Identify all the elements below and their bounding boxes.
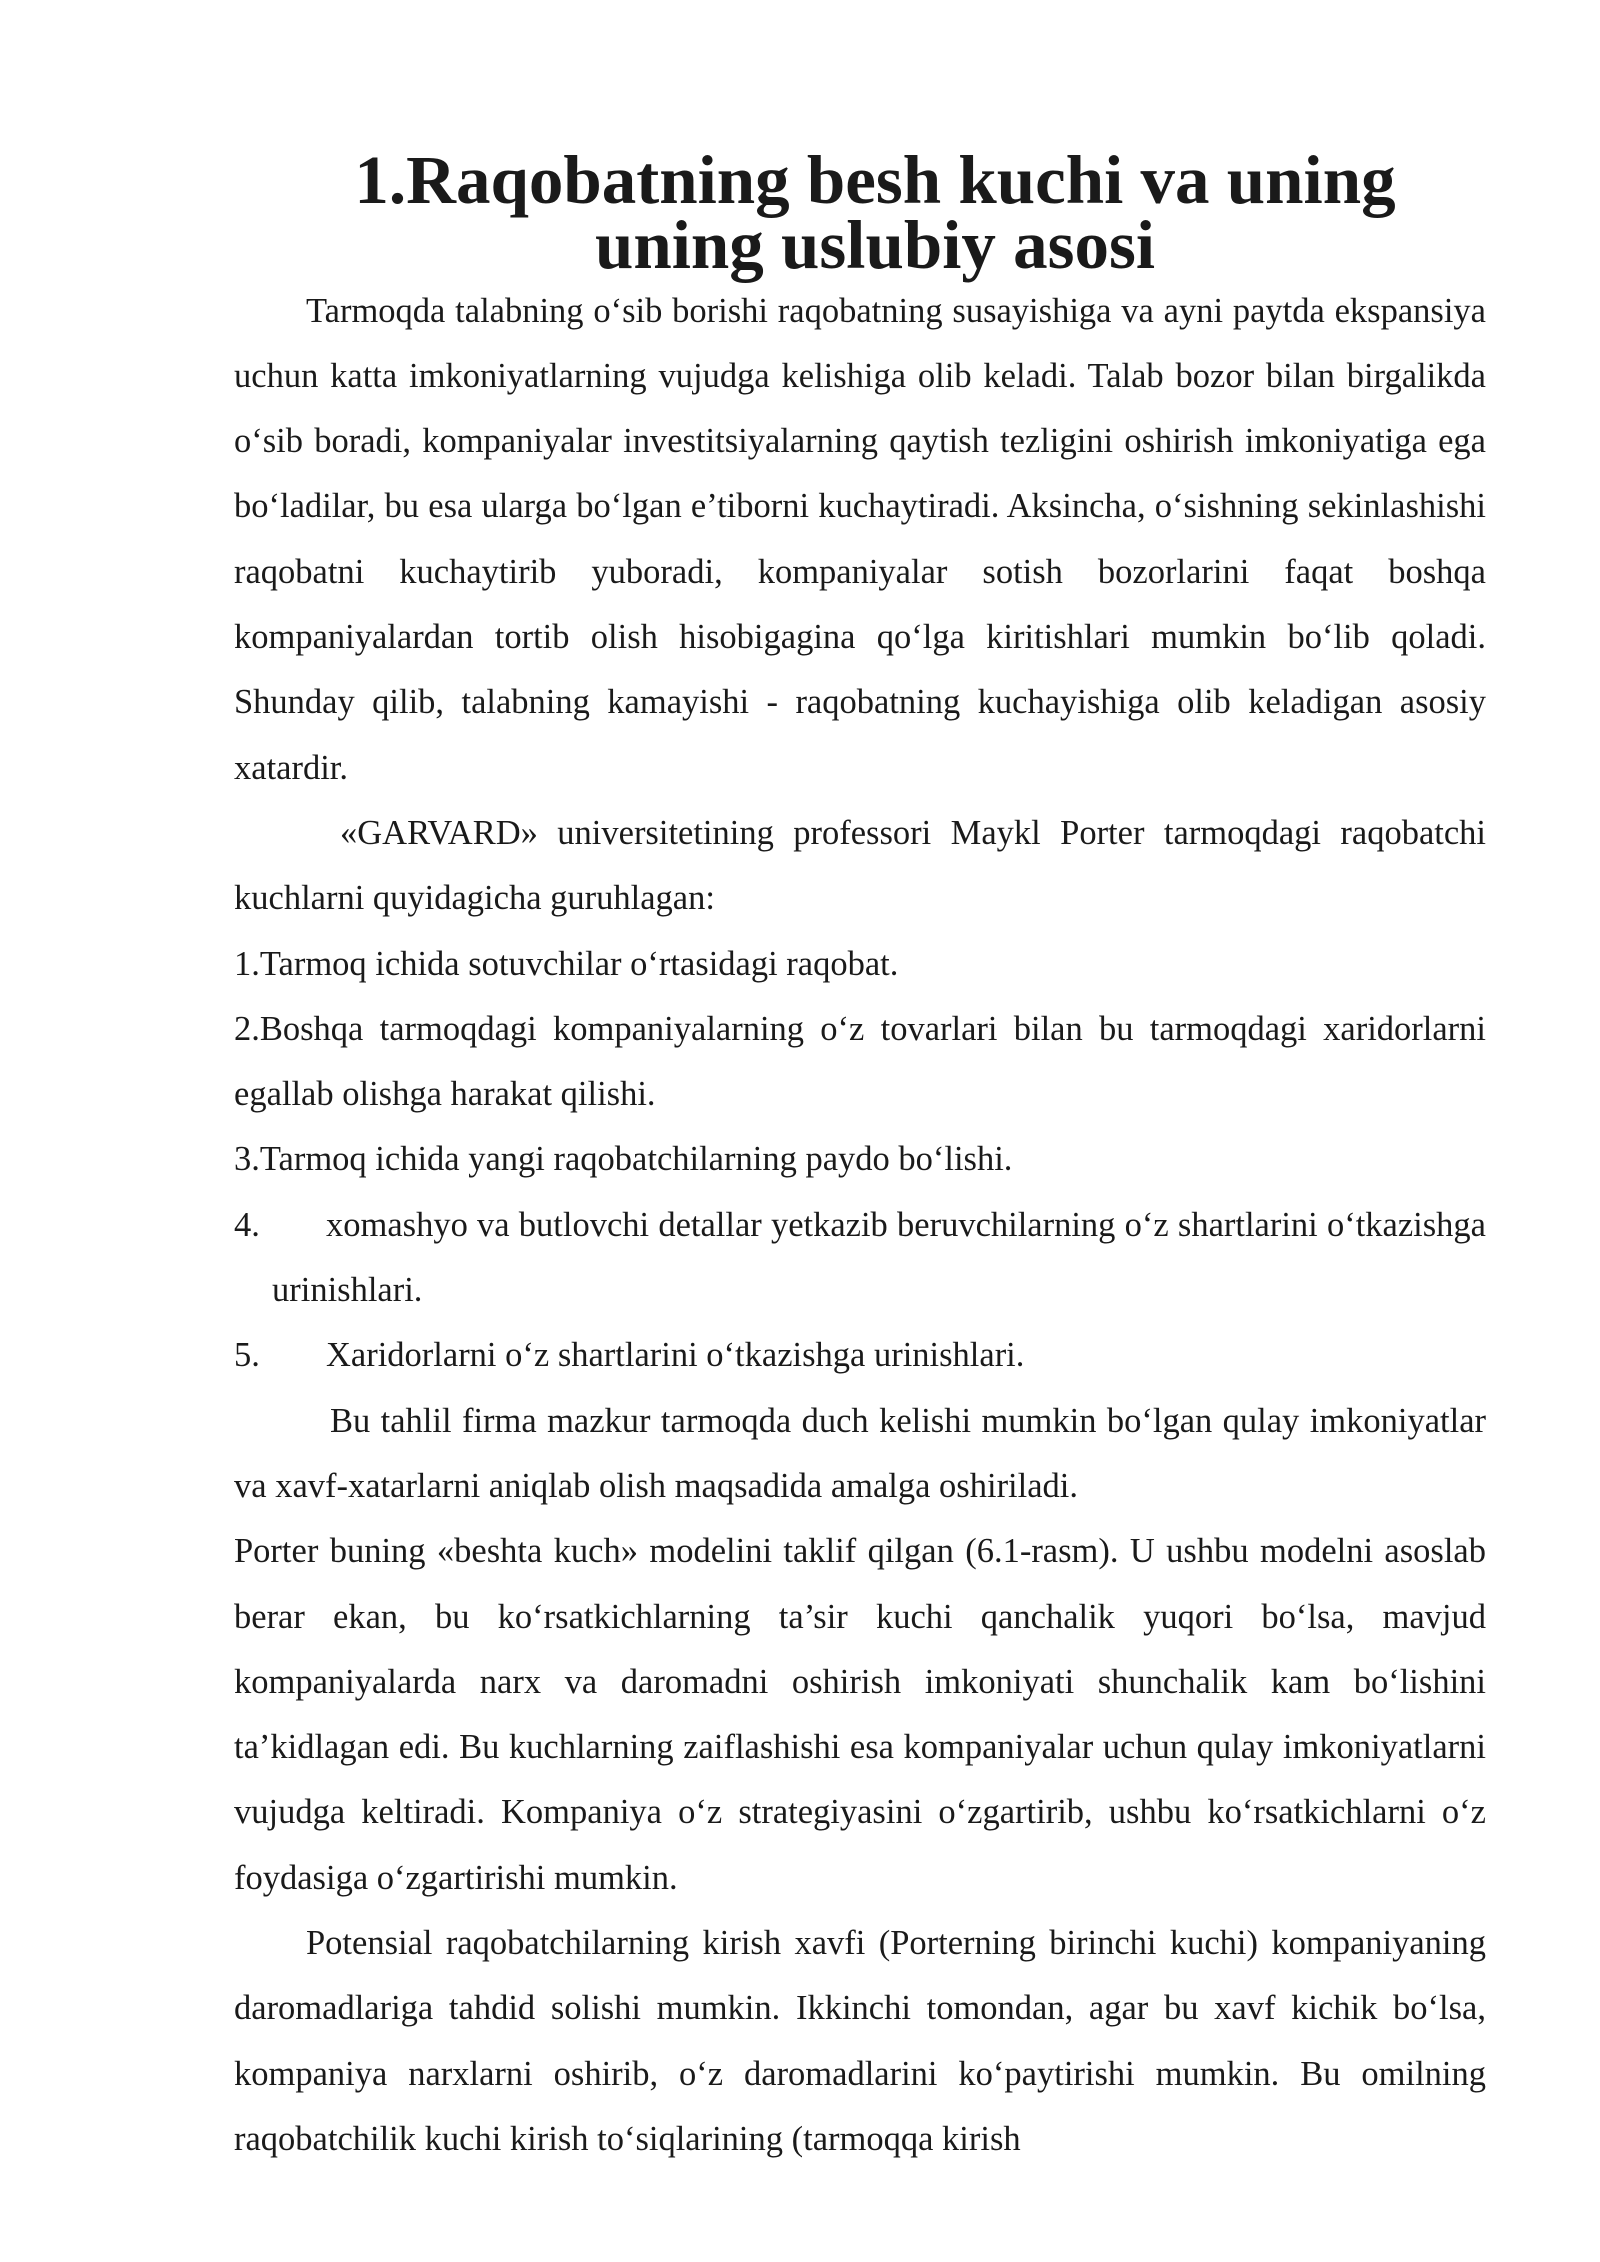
list-item-1: 1.Tarmoq ichida sotuvchilar o‘rtasidagi raqobat. (234, 944, 899, 983)
list-item-3: 3.Tarmoq ichida yangi raqobatchilarning paydo bo‘lishi. (234, 1140, 1013, 1179)
paragraph-five-forces-model: Porter buning «beshta kuch» modelini taklif qilgan (6.1-rasm). U ushbu modelni asoslab berar ekan, bu ko‘rsatkichlarning ta’sir kuchi qanchalik yuqori bo‘lsa, mavjud kompaniyalarda narx va daromadni oshirish imkoniyati shunchalik kam bo‘lishini ta’kidlagan edi. Bu kuchlarning zaiflashishi esa kompaniyalar uchun qulay imkoniyatlarni vujudga keltiradi. Kompaniya o‘z strategiyasini o‘zgartirib, ushbu ko‘rsatkichlarni o‘z foydasiga o‘zgartirishi mumkin. (234, 1532, 1486, 1897)
list-item-4 (234, 1193, 1486, 1324)
list-item-2: 2.Boshqa tarmoqdagi kompaniyalarning o‘z tovarlari bilan bu tarmoqdagi xaridorlarni egallab olishga harakat qilishi. (234, 1009, 1486, 1114)
document-title: 1.Raqobatning besh kuchi va uning uning uslubiy asosi (354, 142, 1396, 284)
paragraph-demand-growth: Tarmoqda talabning o‘sib borishi raqobatning susayishiga va ayni paytda ekspansiya uchun katta imkoniyatlarning vujudga kelishiga olib keladi. Talab bozor bilan birgalikda o‘sib boradi, kompaniyalar investitsiyalarning qaytish tezligini oshirish imkoniyatiga ega bo‘ladilar, bu esa ularga bo‘lgan e’tiborni kuchaytiradi. Aksincha, o‘sishning sekinlashishi raqobatni kuchaytirib yuboradi, kompaniyalar sotish bozorlarini faqat boshqa kompaniyalardan tortib olish hisobigagina qo‘lga kiritishlari mumkin bo‘lib qoladi. Shunday qilib, talabning kamayishi - raqobatning kuchayishiga olib keladigan asosiy xatardir. (234, 291, 1486, 787)
list-item-5-text: Xaridorlarni o‘z shartlarini o‘tkazishga urinishlari. (326, 1336, 1025, 1375)
paragraph-porter-intro: «GARVARD» universitetining professori Maykl Porter tarmoqdagi raqobatchi kuchlarni quyidagicha guruhlagan: (234, 813, 1486, 918)
paragraph-entry-threat: Potensial raqobatchilarning kirish xavfi (Porterning birinchi kuchi) kompaniyaning daromadlariga tahdid solishi mumkin. Ikkinchi tomondan, agar bu xavf kichik bo‘lsa, kompaniya narxlarni oshirib, o‘z daromadlarini ko‘paytirishi mumkin. Bu omilning raqobatchilik kuchi kirish to‘siqlarining (tarmoqqa kirish (234, 1924, 1486, 2158)
list-item-4-number: 4. (234, 1205, 260, 1244)
list-item-5-number: 5. (234, 1336, 260, 1375)
list-item-4-text: xomashyo va butlovchi detallar yetkazib beruvchilarning o‘z shartlarini o‘tkazishga urinishlari. (272, 1205, 1486, 1310)
paragraph-analysis: Bu tahlil firma mazkur tarmoqda duch kelishi mumkin bo‘lgan qulay imkoniyatlar va xavf-xatarlarni aniqlab olish maqsadida amalga oshiriladi. (234, 1401, 1486, 1505)
document-page (234, 142, 1486, 2172)
list-item-5 (234, 1323, 1486, 1388)
